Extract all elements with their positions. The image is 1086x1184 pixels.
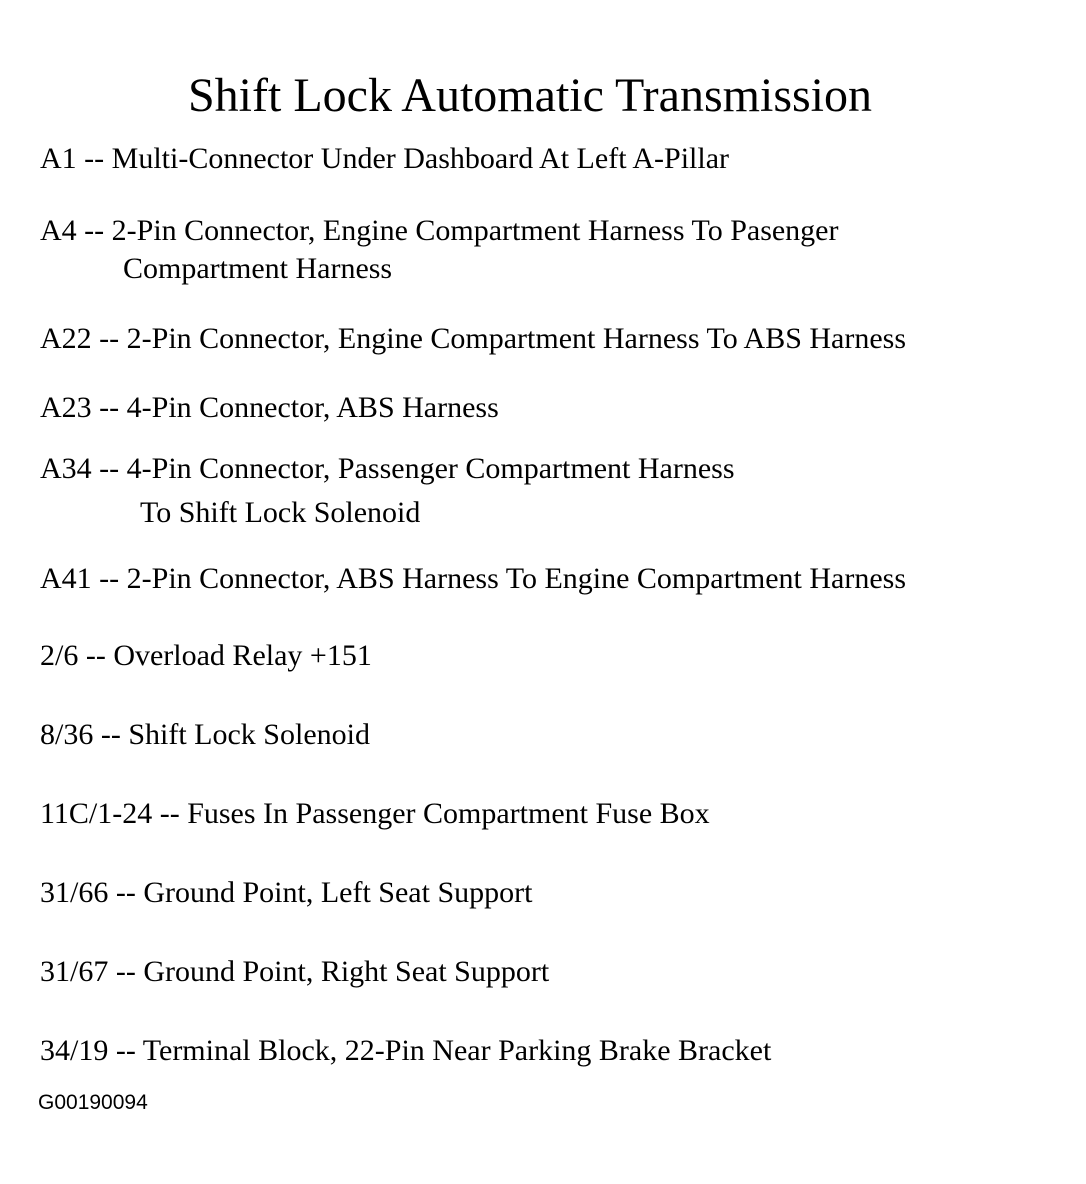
entry-text: 2/6 -- Overload Relay +151 — [40, 639, 372, 672]
legend-entry-a22 — [40, 320, 906, 358]
legend-entry-34-19 — [40, 1032, 771, 1070]
entry-text: 31/66 -- Ground Point, Left Seat Support — [40, 876, 533, 909]
legend-entry-31-66 — [40, 874, 532, 912]
entry-text: 34/19 -- Terminal Block, 22-Pin Near Parking Brake Bracket — [40, 1034, 772, 1067]
legend-entry-8-36 — [40, 716, 370, 754]
legend-entry-a34 — [40, 450, 735, 532]
legend-entry-a1 — [40, 140, 729, 178]
entry-text: A1 -- Multi-Connector Under Dashboard At Left A-Pillar — [40, 142, 730, 175]
legend-entry-a23 — [40, 389, 499, 427]
legend-entry-2-6 — [40, 637, 372, 675]
entry-text: A4 -- 2-Pin Connector, Engine Compartment Harness To Pasenger — [40, 214, 839, 247]
entry-text: A23 -- 4-Pin Connector, ABS Harness — [40, 391, 499, 424]
entry-text: A41 -- 2-Pin Connector, ABS Harness To Engine Compartment Harness — [40, 562, 907, 595]
legend-entry-11c-1-24 — [40, 795, 710, 833]
page-title: Shift Lock Automatic Transmission — [187, 69, 873, 122]
legend-entry-a41 — [40, 560, 906, 598]
entry-text: 8/36 -- Shift Lock Solenoid — [40, 718, 370, 751]
legend-entry-31-67 — [40, 953, 549, 991]
entry-text: A34 -- 4-Pin Connector, Passenger Compartment Harness — [40, 452, 735, 485]
entry-text: A22 -- 2-Pin Connector, Engine Compartment Harness To ABS Harness — [40, 322, 907, 355]
entry-text: 11C/1-24 -- Fuses In Passenger Compartment Fuse Box — [40, 797, 710, 830]
figure-reference-code: G00190094 — [38, 1091, 148, 1114]
entry-continuation-text: To Shift Lock Solenoid — [140, 496, 421, 529]
entry-continuation-text: Compartment Harness — [123, 252, 393, 285]
legend-entry-a4 — [40, 212, 839, 288]
entry-text: 31/67 -- Ground Point, Right Seat Support — [40, 955, 550, 988]
